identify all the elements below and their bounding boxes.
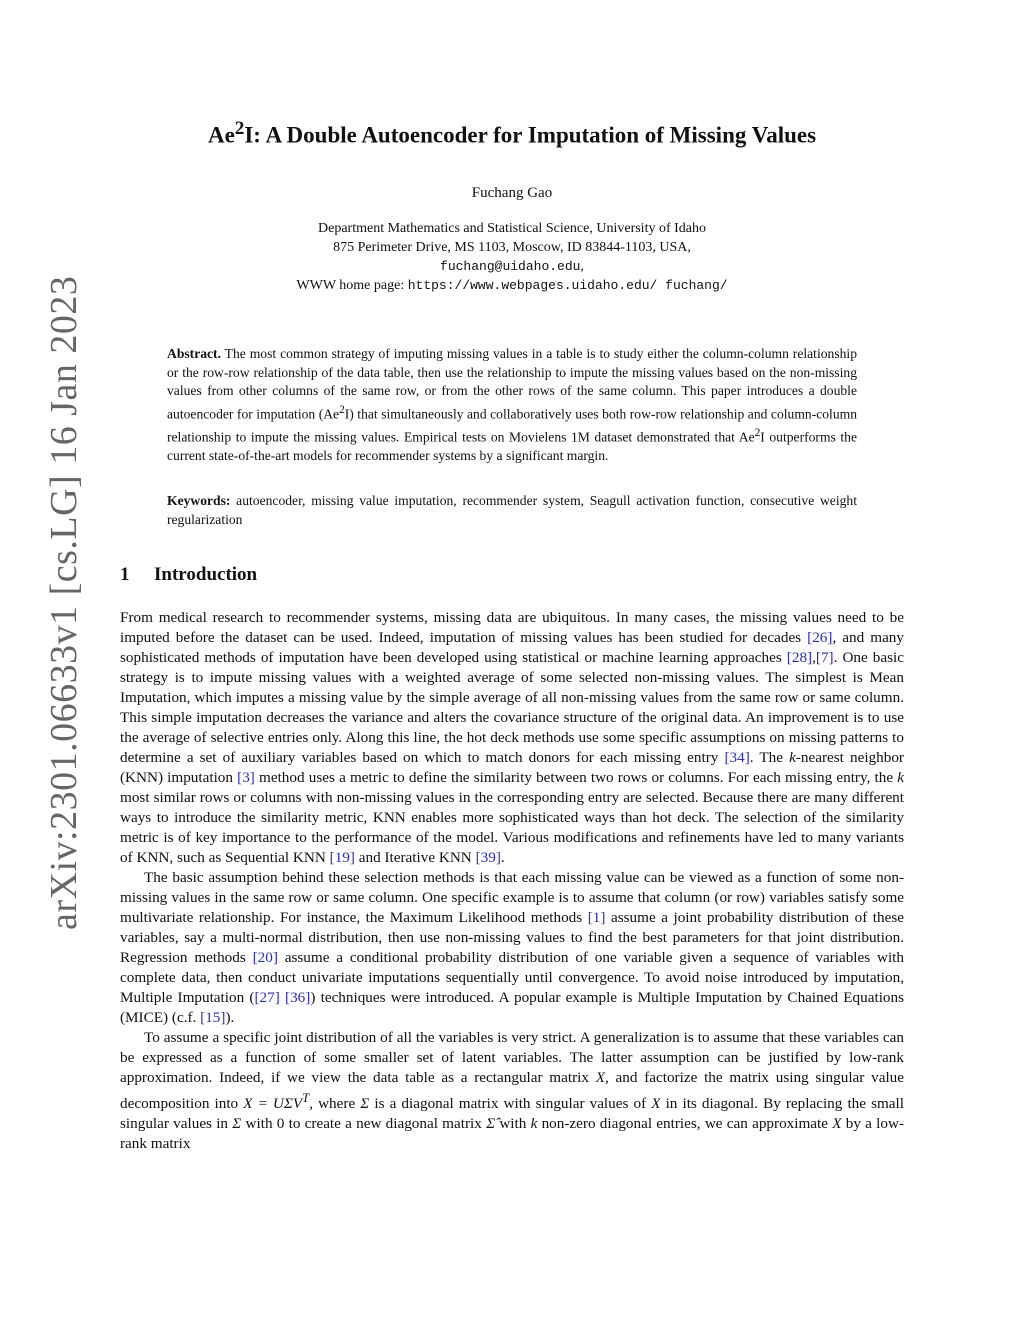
author-name: Fuchang Gao bbox=[471, 185, 553, 201]
keywords-label: Keywords: bbox=[167, 493, 231, 508]
citation-link[interactable]: [27] bbox=[254, 989, 280, 1006]
author-affiliation bbox=[150, 219, 874, 295]
keywords: Keywords: autoencoder, missing value imputation, recommender system, Seagull activation function, consecutive weight regularization bbox=[167, 493, 857, 527]
abstract: Abstract. The most common strategy of imputing missing values in a table is to study either the column-column relationship or the row-row relationship of the data table, then use the relationship to impute the missing values based on the non-missing values from other columns of the same row, or from the other rows of the same column. This paper introduces a double autoencoder for imputation (Ae$^2$I) that simultaneously and collaboratively uses both row-row relationship and column-column relationship to impute the missing values. Empirical tests on Movielens 1M dataset demonstrated that Ae$^2$I outperforms the current state-of-the-art models for recommender systems by a significant margin. bbox=[167, 346, 857, 463]
svd-equation: X = UΣV bbox=[243, 1095, 303, 1113]
affiliation-email-line: fuchang@uidaho.edu, bbox=[440, 259, 584, 274]
paragraph-2: The basic assumption behind these selection methods is that each missing value can be viewed as a function of some non-missing values in the same row or same column. One specific example is to assume that column (or row) variables satisfy some multivariate relationship. For instance, the Maximum Likelihood methods [1] assume a joint probability distribution of these variables, say a multi-normal distribution, then use non-missing values to find the best parameters for that joint distribution. Regression methods [20] assume a conditional probability distribution of one variable given a sequence of variables with complete data, then conduct univariate imputations sequentially until convergence. To avoid noise introduced by imputation, Multiple Imputation ([27] [36]) techniques were introduced. A popular example is Multiple Imputation by Chained Equations (MICE) (c.f. [15]). bbox=[120, 869, 905, 1026]
citation-link[interactable]: [15] bbox=[200, 1009, 226, 1026]
citation-link[interactable]: [3] bbox=[237, 769, 255, 786]
paragraph-1: From medical research to recommender systems, missing data are ubiquitous. In many cases, the missing values need to be imputed before the dataset can be used. Indeed, imputation of missing values has been studied for decades [26], and many sophisticated methods of imputation have been developed using statistical or machine learning approaches [28],[7]. One basic strategy is to impute missing values with a weighted average of some selected non-missing values. The simplest is Mean Imputation, which imputes a missing value by the simple average of all non-missing values from the same row or same column. This simple imputation decreases the variance and alters the covariance structure of the original data. An improvement is to use the average of selective entries only. Along this line, the hot deck methods use some specific assumptions on missing patterns to determine a set of auxiliary variables based on which to match donors for each missing entry [34]. The k-nearest neighbor (KNN) imputation [3] method uses a metric to define the similarity between two rows or columns. For each missing entry, the k most similar rows or columns with non-missing values in the corresponding entry are selected. Because there are many different ways to introduce the similarity metric, KNN enables more sophisticated ways than hot deck. The selection of the similarity metric is of key importance to the performance of the model. Various modifications and refinements have led to many variants of KNN, such as Sequential KNN [19] and Iterative KNN [39]. bbox=[120, 609, 905, 866]
body-text bbox=[120, 608, 904, 1154]
abstract-label: Abstract. bbox=[167, 346, 221, 361]
section-number: 1 bbox=[120, 564, 130, 585]
citation-link[interactable]: [36] bbox=[285, 989, 311, 1006]
section-title: Introduction bbox=[154, 564, 258, 585]
author-email[interactable]: fuchang@uidaho.edu bbox=[440, 259, 581, 274]
paragraph-3: To assume a specific joint distribution of all the variables is very strict. A generalization is to assume that these variables can be expressed as a function of some smaller set of latent variables. The latter assumption can be justified by low-rank approximation. Indeed, if we view the data table as a rectangular matrix X, and factorize the matrix using singular value decomposition into $X = U\Sigma V^T$, where Σ is a diagonal matrix with singular values of X in its diagonal. By replacing the small singular values in Σ with 0 to create a new diagonal matrix Σ̂ with k non-zero diagonal entries, we can approximate X by a low-rank matrix bbox=[120, 1029, 904, 1153]
citation-link[interactable]: [19] bbox=[329, 849, 355, 866]
citation-link[interactable]: [39] bbox=[475, 849, 501, 866]
homepage-link[interactable]: https://www.webpages.uidaho.edu/ fuchang/ bbox=[407, 278, 728, 293]
citation-link[interactable]: [7] bbox=[815, 649, 834, 666]
citation-link[interactable]: [34] bbox=[724, 749, 750, 766]
arxiv-side-stamp: arXiv:2301.06633v1 [cs.LG] 16 Jan 2023 bbox=[43, 275, 85, 930]
section-heading bbox=[120, 564, 257, 586]
citation-link[interactable]: [28] bbox=[786, 649, 813, 666]
citation-link[interactable]: [1] bbox=[587, 909, 606, 926]
paper-title: Ae$^2$I: A Double Autoencoder for Imputation of Missing Values bbox=[207, 118, 817, 148]
affiliation-address: 875 Perimeter Drive, MS 1103, Moscow, ID 83844-1103, USA, bbox=[333, 240, 691, 255]
affiliation-homepage-line: WWW home page: https://www.webpages.uidaho.edu/ fuchang/ bbox=[296, 278, 728, 293]
citation-link[interactable]: [26] bbox=[807, 629, 833, 646]
citation-link[interactable]: [20] bbox=[252, 949, 278, 966]
affiliation-department: Department Mathematics and Statistical Science, University of Idaho bbox=[318, 221, 706, 236]
